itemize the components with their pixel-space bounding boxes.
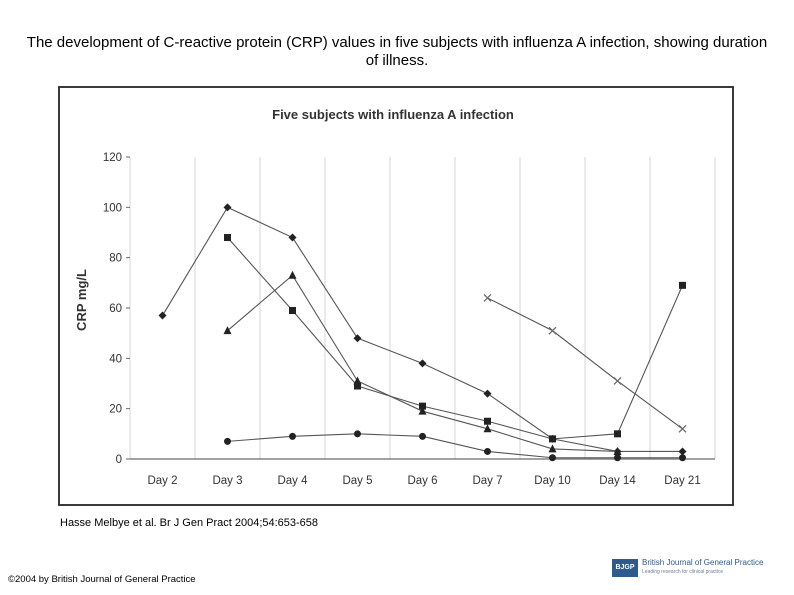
citation: Hasse Melbye et al. Br J Gen Pract 2004;54:653-658	[60, 517, 319, 529]
chart-title: Five subjects with influenza A infection	[272, 107, 514, 122]
y-tick-label: 80	[109, 252, 122, 265]
crp-line-chart	[60, 88, 732, 504]
data-point-square	[289, 307, 296, 314]
bjgp-logo[interactable]	[612, 557, 762, 579]
data-point-cross	[549, 327, 556, 334]
data-point-cross	[484, 294, 491, 301]
x-tick-label: Day 6	[407, 475, 438, 487]
x-tick-label: Day 3	[212, 475, 243, 487]
data-point-circle	[549, 454, 556, 461]
data-point-triangle	[224, 326, 232, 334]
y-tick-label: 0	[115, 454, 122, 466]
y-tick-label: 60	[109, 303, 122, 315]
y-tick-label: 100	[102, 202, 122, 215]
data-point-square	[549, 435, 556, 442]
slide-title: The development of C-reactive protein (CRP) values in five subjects with influenza A infection, showing duration of illness.	[26, 34, 768, 69]
data-point-triangle	[289, 271, 297, 279]
data-point-diamond	[289, 234, 297, 242]
data-point-square	[484, 418, 491, 425]
data-point-diamond	[484, 390, 492, 398]
data-point-diamond	[224, 203, 232, 211]
series-line-diamond	[163, 207, 683, 451]
x-tick-label: Day 21	[664, 475, 701, 487]
y-tick-label: 40	[109, 353, 122, 366]
series-diamond	[159, 203, 687, 455]
data-point-circle	[679, 454, 686, 461]
chart-frame	[58, 86, 734, 506]
x-tick-label: Day 14	[599, 475, 636, 487]
logo-mark: BJGP	[612, 559, 638, 577]
x-tick-label: Day 2	[147, 475, 178, 487]
y-tick-label: 120	[102, 152, 122, 164]
x-tick-label: Day 5	[342, 475, 373, 487]
data-point-cross	[679, 425, 686, 432]
data-point-square	[614, 430, 621, 437]
data-point-circle	[354, 430, 361, 437]
y-tick-label: 20	[109, 403, 122, 416]
data-point-cross	[614, 377, 621, 384]
data-point-square	[679, 282, 686, 289]
logo-tagline: Leading research for clinical practice	[642, 569, 724, 575]
data-point-circle	[419, 433, 426, 440]
data-point-diamond	[354, 334, 362, 342]
logo-name: British Journal of General Practice	[642, 558, 764, 567]
x-tick-label: Day 10	[534, 475, 571, 487]
x-tick-label: Day 7	[472, 475, 503, 487]
y-axis-label: CRP mg/L	[74, 269, 89, 331]
copyright-notice: ©2004 by British Journal of General Practice	[8, 574, 196, 585]
data-point-square	[224, 234, 231, 241]
data-point-circle	[289, 433, 296, 440]
data-point-circle	[224, 438, 231, 445]
x-tick-label: Day 4	[277, 475, 308, 487]
data-point-diamond	[159, 312, 167, 320]
data-point-diamond	[419, 359, 427, 367]
data-point-circle	[484, 448, 491, 455]
data-point-triangle	[354, 376, 362, 384]
data-point-circle	[614, 454, 621, 461]
